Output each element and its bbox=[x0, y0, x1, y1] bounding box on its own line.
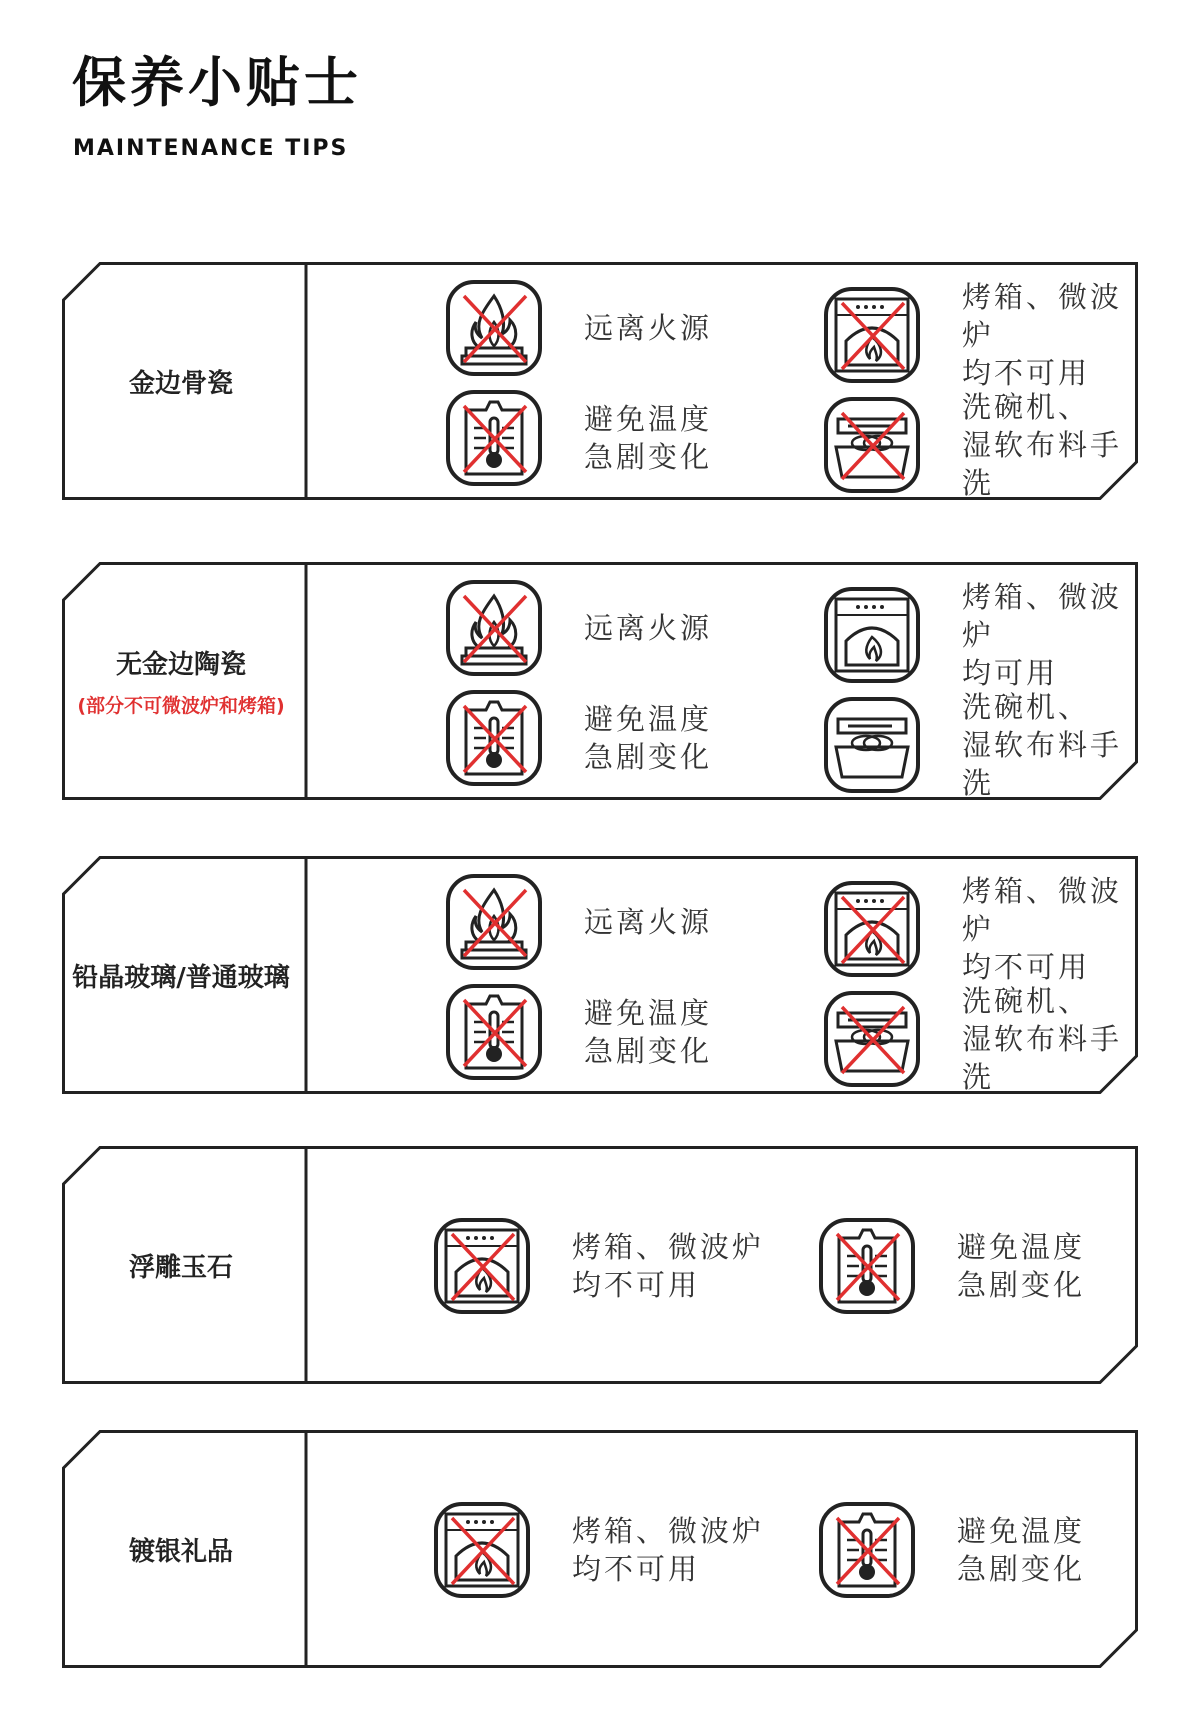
thermometer-icon bbox=[817, 1216, 917, 1316]
tip-label: 避免温度 急剧变化 bbox=[957, 1514, 1086, 1586]
thermometer-icon bbox=[817, 1500, 917, 1600]
tip-label: 避免温度 急剧变化 bbox=[584, 702, 713, 774]
no-fire-icon bbox=[444, 278, 544, 378]
category-cell bbox=[62, 1146, 300, 1384]
care-tip bbox=[444, 388, 712, 488]
tip-label: 洗碗机、 湿软布料手洗 bbox=[962, 984, 1123, 1094]
care-tip bbox=[444, 578, 712, 678]
care-section bbox=[62, 1146, 1138, 1384]
care-tip bbox=[444, 982, 712, 1082]
tip-label: 远离火源 bbox=[584, 611, 713, 645]
care-tip bbox=[817, 1500, 1085, 1600]
care-section bbox=[62, 1430, 1138, 1668]
dishwasher-icon bbox=[822, 695, 922, 795]
oven-icon bbox=[822, 285, 922, 385]
care-tip bbox=[822, 278, 1138, 392]
care-tip bbox=[432, 1500, 764, 1600]
tip-label: 远离火源 bbox=[584, 905, 713, 939]
no-fire-icon bbox=[444, 578, 544, 678]
care-tip bbox=[822, 688, 1138, 802]
tip-label: 避免温度 急剧变化 bbox=[584, 996, 713, 1068]
page-title: 保养小贴士 bbox=[72, 51, 362, 114]
care-section bbox=[62, 262, 1138, 500]
care-tip bbox=[444, 278, 712, 378]
category-name: 铅晶玻璃/普通玻璃 bbox=[72, 962, 290, 993]
tip-label: 远离火源 bbox=[584, 311, 713, 345]
category-cell bbox=[62, 262, 300, 500]
thermometer-icon bbox=[444, 982, 544, 1082]
no-fire-icon bbox=[444, 872, 544, 972]
category-name: 无金边陶瓷 bbox=[115, 650, 246, 680]
tip-label: 避免温度 急剧变化 bbox=[957, 1230, 1086, 1302]
tip-label: 烤箱、微波炉 均不可用 bbox=[962, 280, 1123, 390]
tip-label: 烤箱、微波炉 均不可用 bbox=[572, 1514, 765, 1586]
thermometer-icon bbox=[444, 688, 544, 788]
category-note: (部分不可微波炉和烤箱) bbox=[77, 695, 285, 717]
care-tip bbox=[822, 872, 1138, 986]
oven-icon bbox=[822, 585, 922, 685]
care-tip bbox=[822, 982, 1138, 1096]
care-section bbox=[62, 562, 1138, 800]
category-name: 浮雕玉石 bbox=[128, 1252, 233, 1283]
thermometer-icon bbox=[444, 388, 544, 488]
care-tip bbox=[822, 388, 1138, 502]
care-tip bbox=[822, 578, 1138, 692]
page-subtitle: MAINTENANCE TIPS bbox=[73, 136, 349, 161]
dishwasher-icon bbox=[822, 395, 922, 495]
care-tip bbox=[444, 872, 712, 972]
tip-label: 烤箱、微波炉 均不可用 bbox=[572, 1230, 765, 1302]
care-tip bbox=[444, 688, 712, 788]
category-cell bbox=[62, 1430, 300, 1668]
care-section bbox=[62, 856, 1138, 1094]
oven-icon bbox=[432, 1216, 532, 1316]
care-tip bbox=[817, 1216, 1085, 1316]
tip-label: 避免温度 急剧变化 bbox=[584, 402, 713, 474]
dishwasher-icon bbox=[822, 989, 922, 1089]
oven-icon bbox=[822, 879, 922, 979]
tip-label: 洗碗机、 湿软布料手洗 bbox=[962, 690, 1123, 800]
category-name: 镀银礼品 bbox=[128, 1536, 233, 1567]
category-cell bbox=[62, 562, 300, 800]
oven-icon bbox=[432, 1500, 532, 1600]
tip-label: 洗碗机、 湿软布料手洗 bbox=[962, 390, 1123, 500]
tip-label: 烤箱、微波炉 均可用 bbox=[962, 580, 1123, 690]
category-cell bbox=[62, 856, 300, 1094]
tip-label: 烤箱、微波炉 均不可用 bbox=[962, 874, 1123, 984]
care-tip bbox=[432, 1216, 764, 1316]
category-name: 金边骨瓷 bbox=[128, 368, 233, 399]
